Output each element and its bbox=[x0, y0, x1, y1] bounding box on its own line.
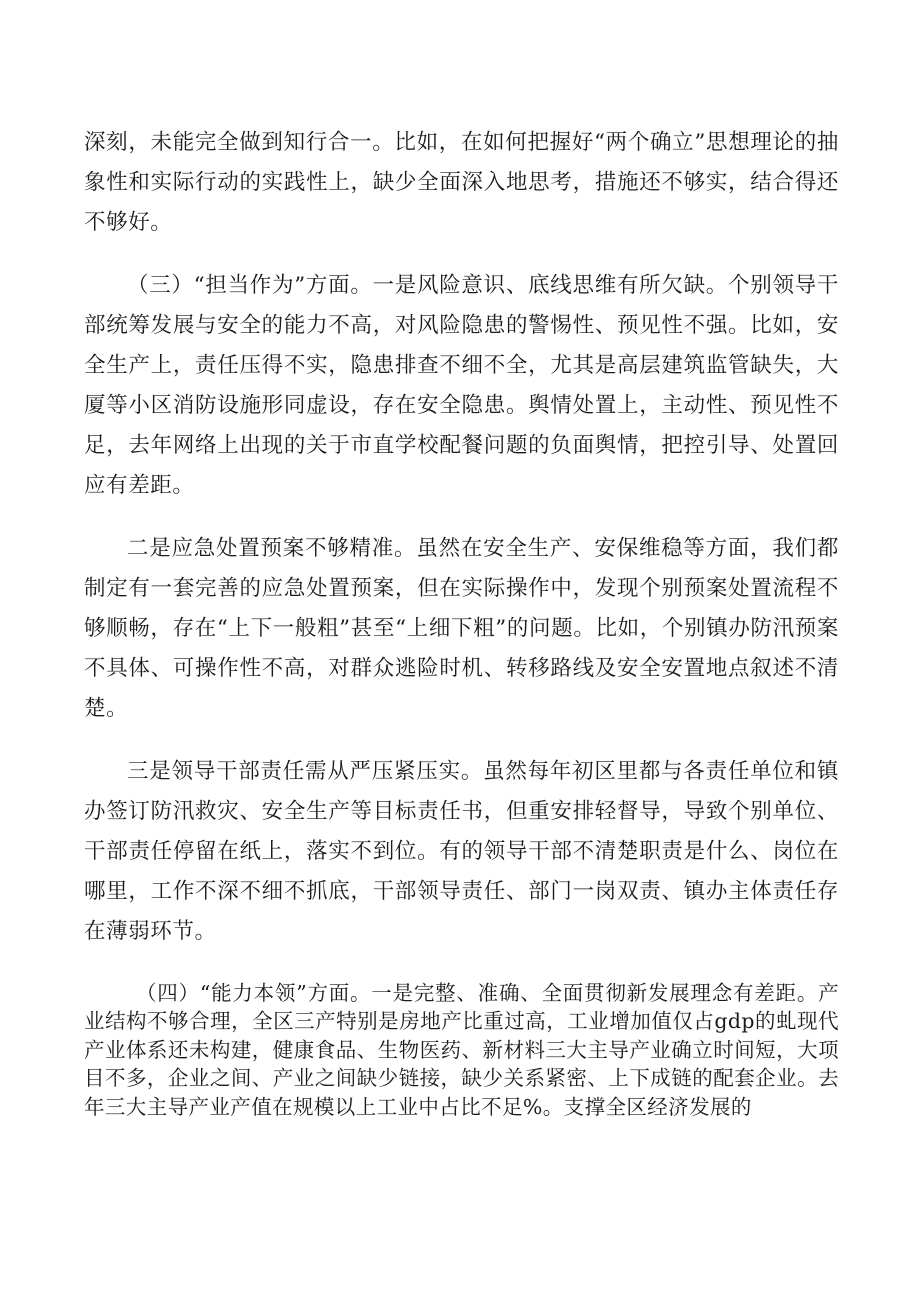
paragraph-leadership-responsibility: 三是领导干部责任需从严压紧压实。虽然每年初区里都与各责任单位和镇办签订防汛救灾、安全生产等目标责任书，但重安排轻督导，导致个别单位、干部责任停留在纸上，落实不到位。有的领导干部不清楚职责是什么、岗位在哪里，工作不深不细不抓底，干部领导责任、部门一岗双责、镇办主体责任存在薄弱环节。 bbox=[84, 759, 839, 944]
paragraph-continuation: 深刻，未能完全做到知行合一。比如，在如何把握好“两个确立”思想理论的抽象性和实际行动的实践性上，缺少全面深入地思考，措施还不够实，结合得还不够好。 bbox=[84, 130, 839, 235]
paragraph-section-four: （四）“能力本领”方面。一是完整、准确、全面贯彻新发展理念有差距。产业结构不够合理，全区三产特别是房地产比重过高，工业增加值仅占gdp的虬现代产业体系还未构建，健康食品、生物医药、新材料三大主导产业确立时间短，大项目不多，企业之间、产业之间缺少链接，缺少关系紧密、上下成链的配套企业。去年三大主导产业产值在规模以上工业中占比不足%。支撑全区经济发展的 bbox=[84, 981, 839, 1119]
paragraph-section-three: （三）“担当作为”方面。一是风险意识、底线思维有所欠缺。个别领导干部统筹发展与安全的能力不高，对风险隐患的警惕性、预见性不强。比如，安全生产上，责任压得不实，隐患排查不细不全，尤其是高层建筑监管缺失，大厦等小区消防设施形同虚设，存在安全隐患。舆情处置上，主动性、预见性不足，去年网络上出现的关于市直学校配餐问题的负面舆情，把控引导、处置回应有差距。 bbox=[84, 273, 839, 498]
document-page bbox=[84, 123, 839, 1121]
paragraph-emergency-plan: 二是应急处置预案不够精准。虽然在安全生产、安保维稳等方面，我们都制定有一套完善的应急处置预案，但在实际操作中，发现个别预案处置流程不够顺畅，存在“上下一般粗”甚至“上细下粗”的问题。比如，个别镇办防汛预案不具体、可操作性不高，对群众逃险时机、转移路线及安全安置地点叙述不清楚。 bbox=[84, 536, 839, 721]
